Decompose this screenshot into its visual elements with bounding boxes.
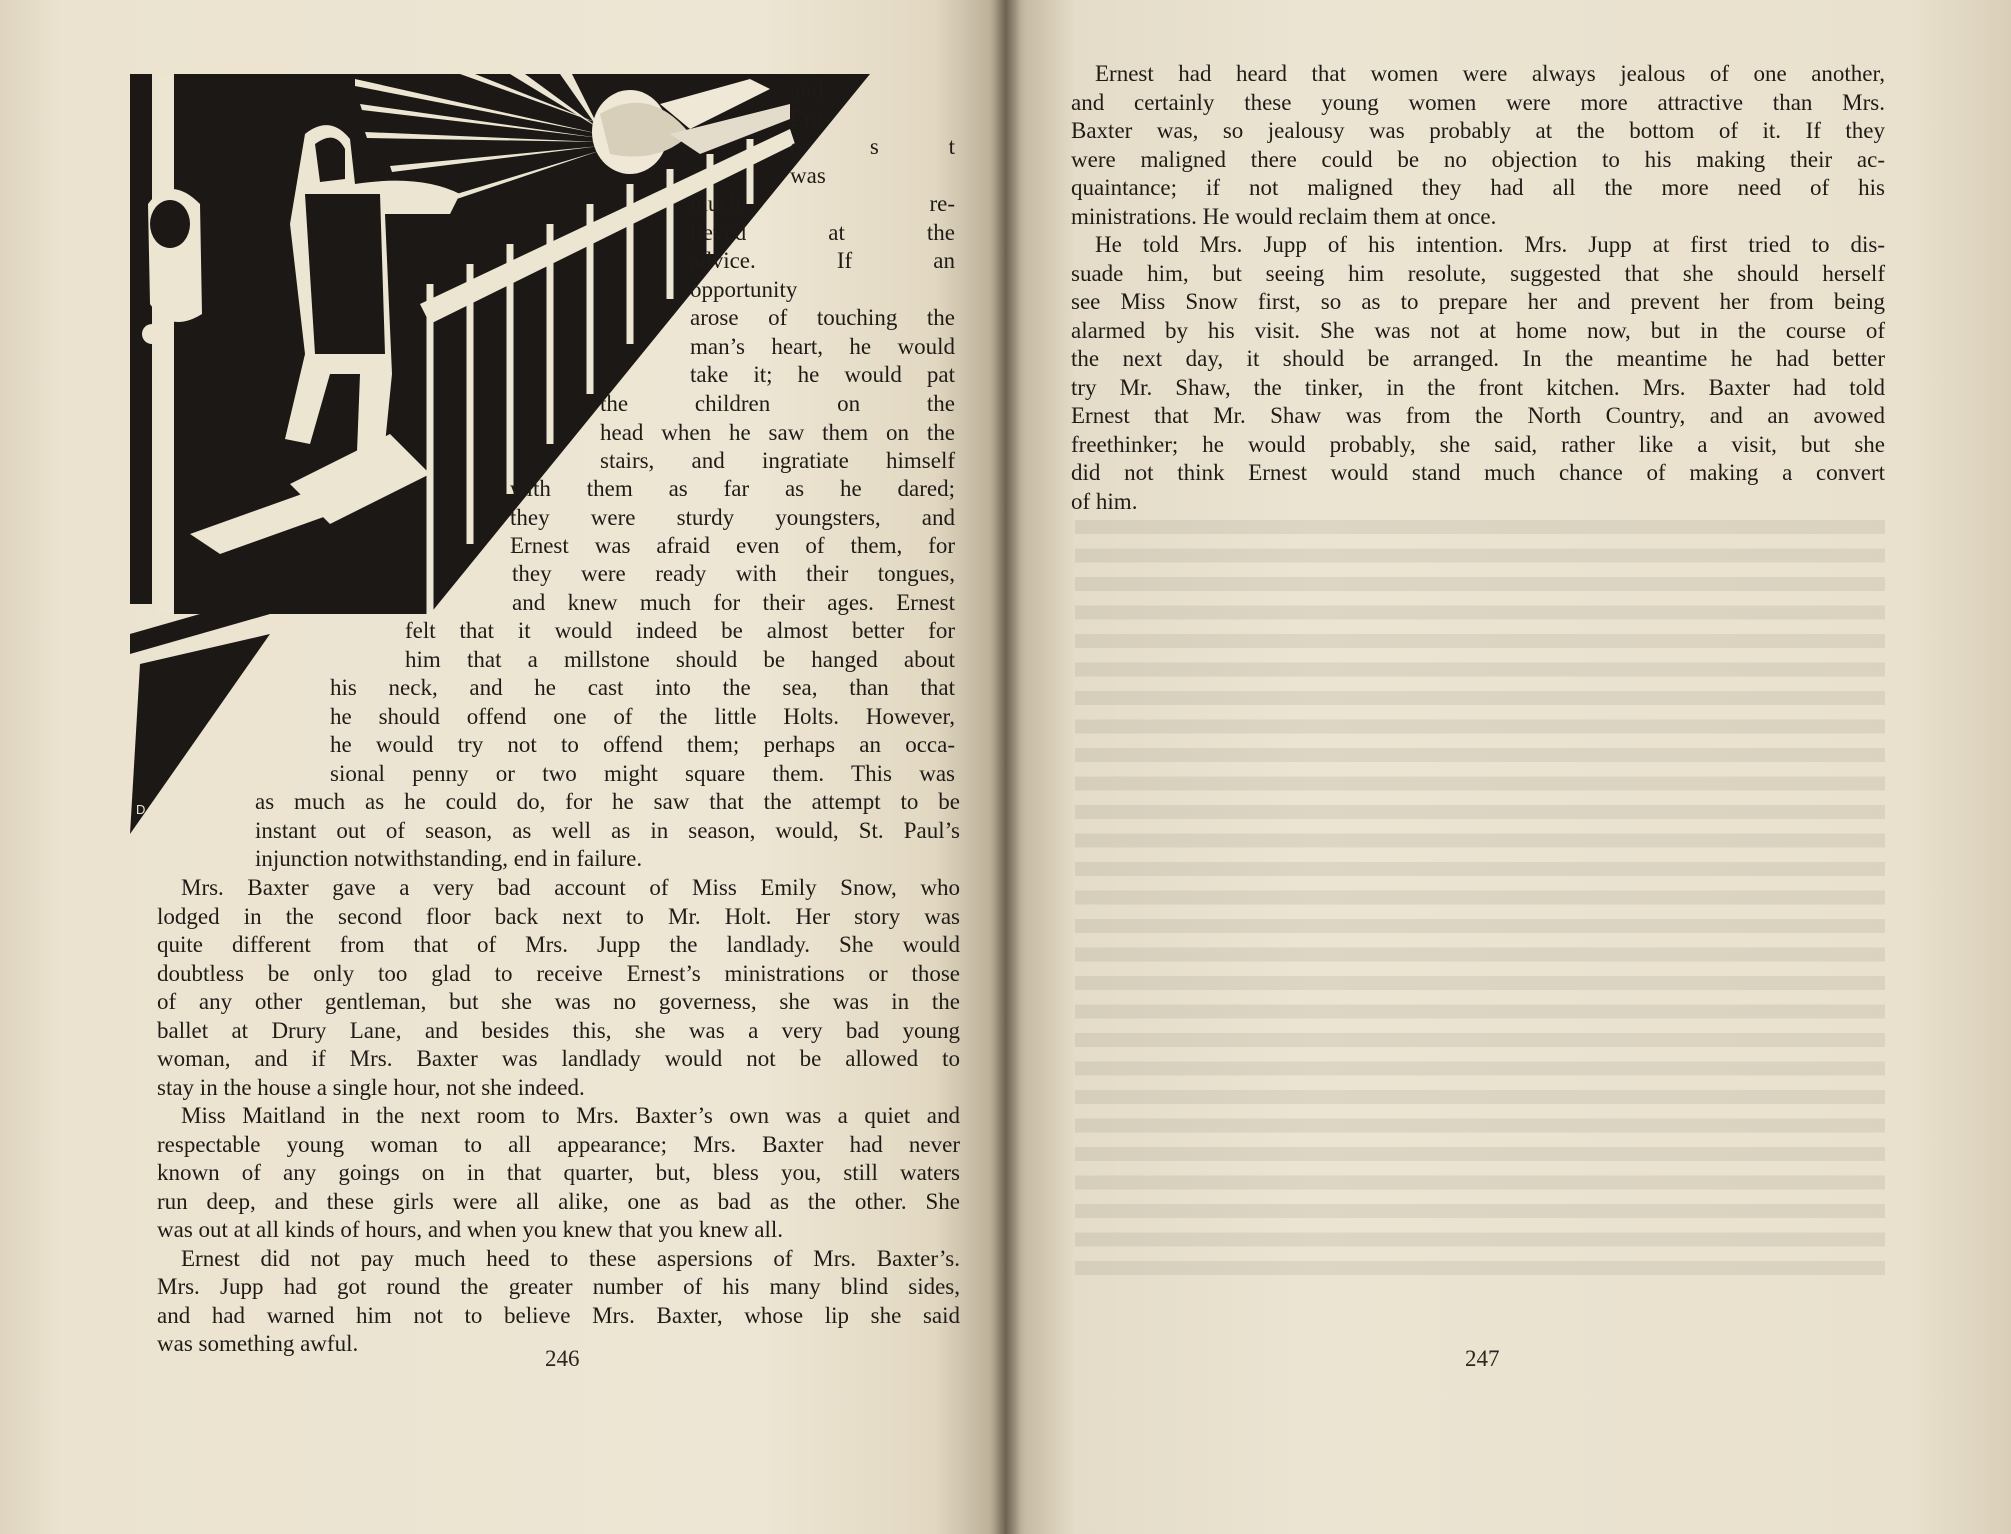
left-page — [0, 0, 1005, 1534]
page-number-left: 246 — [545, 1346, 580, 1371]
text-line: head when he saw them on the — [600, 419, 955, 445]
text-line: much re- — [690, 191, 955, 216]
text-line: Ern- — [790, 105, 831, 131]
text-block-mid-2 — [510, 475, 955, 561]
text-line: was out at all kinds of hours, and when you knew that you knew all. — [157, 1217, 783, 1242]
text-line: respectable young woman to all appearance; Mrs. Baxter had never — [157, 1131, 960, 1157]
text-block-mid — [600, 390, 955, 476]
text-block-right — [1071, 60, 1885, 516]
text-line: lieved at the — [690, 219, 955, 245]
text-block-wide-4 — [330, 674, 955, 788]
text-line: was something awful. — [157, 1331, 359, 1356]
text-line: see Miss Snow first, so as to prepare her and prevent her from being — [1071, 289, 1885, 314]
text-line: sional penny or two might square them. This was — [330, 760, 955, 786]
text-line: e s t — [790, 134, 955, 159]
text-line: and — [790, 77, 824, 102]
text-line: he should offend one of the little Holts. However, — [330, 703, 955, 729]
text-line: and had warned him not to believe Mrs. Baxter, whose lip she said — [157, 1302, 960, 1328]
text-line: was — [790, 162, 826, 188]
text-line: stay in the house a single hour, not she indeed. — [157, 1074, 585, 1100]
text-line: freethinker; he would probably, she said, rather like a visit, but she — [1071, 431, 1885, 457]
text-line: of him. — [1071, 488, 1138, 514]
text-line: did not think Ernest would stand much chance of making a convert — [1071, 460, 1885, 485]
text-line: Ernest was afraid even of them, for — [510, 533, 955, 558]
text-line: injunction notwithstanding, end in failure. — [255, 846, 643, 871]
text-block-narrow-1 — [790, 76, 955, 190]
text-line: of any other gentleman, but she was no governess, she was in the — [157, 989, 960, 1014]
text-line: try Mr. Shaw, the tinker, in the front kitchen. Mrs. Baxter had told — [1071, 374, 1885, 400]
text-line: Baxter was, so jealousy was probably at the bottom of it. If they — [1071, 118, 1885, 143]
text-line: Ernest had heard that women were always jealous of one another, — [1095, 61, 1885, 86]
text-line: they were ready with their tongues, — [512, 561, 955, 586]
text-line: with them as far as he dared; — [510, 476, 955, 501]
book-gutter — [990, 0, 1020, 1534]
text-line: and certainly these young women were more attractive than Mrs. — [1071, 89, 1885, 115]
text-line: run deep, and these girls were all alike, one as bad as the other. She — [157, 1188, 960, 1214]
illustrator-monogram: D.N — [136, 802, 159, 817]
text-block-full — [157, 874, 960, 1359]
text-line: known of any goings on in that quarter, but, bless you, still waters — [157, 1160, 960, 1185]
text-line: man’s heart, he would — [690, 333, 955, 359]
text-line: arose of touching the — [690, 305, 955, 330]
text-line: advice. If an — [690, 248, 955, 273]
text-line: the next day, it should be arranged. In the meantime he had better — [1071, 346, 1885, 371]
text-line: instant out of season, as well as in season, would, St. Paul’s — [255, 817, 960, 843]
text-line: him that a millstone should be hanged about — [405, 646, 955, 672]
text-line: He told Mrs. Jupp of his intention. Mrs. Jupp at first tried to dis- — [1095, 232, 1885, 257]
text-line: opportunity — [690, 276, 798, 302]
page-number-right: 247 — [1465, 1346, 1500, 1371]
text-line: they were sturdy youngsters, and — [510, 504, 955, 530]
text-line: and knew much for their ages. Ernest — [512, 589, 955, 615]
text-line: as much as he could do, for he saw that the attempt to be — [255, 789, 960, 814]
text-line: take it; he would pat — [690, 362, 955, 387]
text-line: alarmed by his visit. She was not at home now, but in the course of — [1071, 317, 1885, 343]
text-line: his neck, and he cast into the sea, than that — [330, 675, 955, 700]
text-line: felt that it would indeed be almost better for — [405, 618, 955, 643]
text-block-wide-2 — [512, 560, 955, 617]
text-line: ballet at Drury Lane, and besides this, she was a very bad young — [157, 1017, 960, 1043]
text-line: the children on the — [600, 391, 955, 416]
text-line: Ernest that Mr. Shaw was from the North Country, and an avowed — [1071, 403, 1885, 428]
text-line: quaintance; if not maligned they had all the more need of his — [1071, 175, 1885, 200]
text-line: he would try not to offend them; perhaps an occa- — [330, 732, 955, 757]
text-line: were maligned there could be no objection to his making their ac- — [1071, 146, 1885, 172]
text-line: woman, and if Mrs. Baxter was landlady would not be allowed to — [157, 1046, 960, 1071]
text-line: Mrs. Jupp had got round the greater number of his many blind sides, — [157, 1274, 960, 1299]
text-block-narrow-2 — [690, 190, 955, 390]
text-line: Ernest did not pay much heed to these aspersions of Mrs. Baxter’s. — [181, 1245, 960, 1271]
text-line: Miss Maitland in the next room to Mrs. Baxter’s own was a quiet and — [181, 1103, 960, 1128]
text-line: doubtless be only too glad to receive Ernest’s ministrations or those — [157, 960, 960, 986]
text-line: suade him, but seeing him resolute, suggested that she should herself — [1071, 260, 1885, 286]
show-through-right — [1075, 520, 1885, 1280]
text-block-pre-full — [255, 788, 960, 874]
text-line: Mrs. Baxter gave a very bad account of Miss Emily Snow, who — [181, 875, 960, 900]
text-line: lodged in the second floor back next to Mr. Holt. Her story was — [157, 903, 960, 929]
text-block-wide-3 — [405, 617, 955, 674]
text-line: ministrations. He would reclaim them at once. — [1071, 203, 1497, 229]
text-line: quite different from that of Mrs. Jupp the landlady. She would — [157, 932, 960, 957]
text-line: stairs, and ingratiate himself — [600, 448, 955, 473]
